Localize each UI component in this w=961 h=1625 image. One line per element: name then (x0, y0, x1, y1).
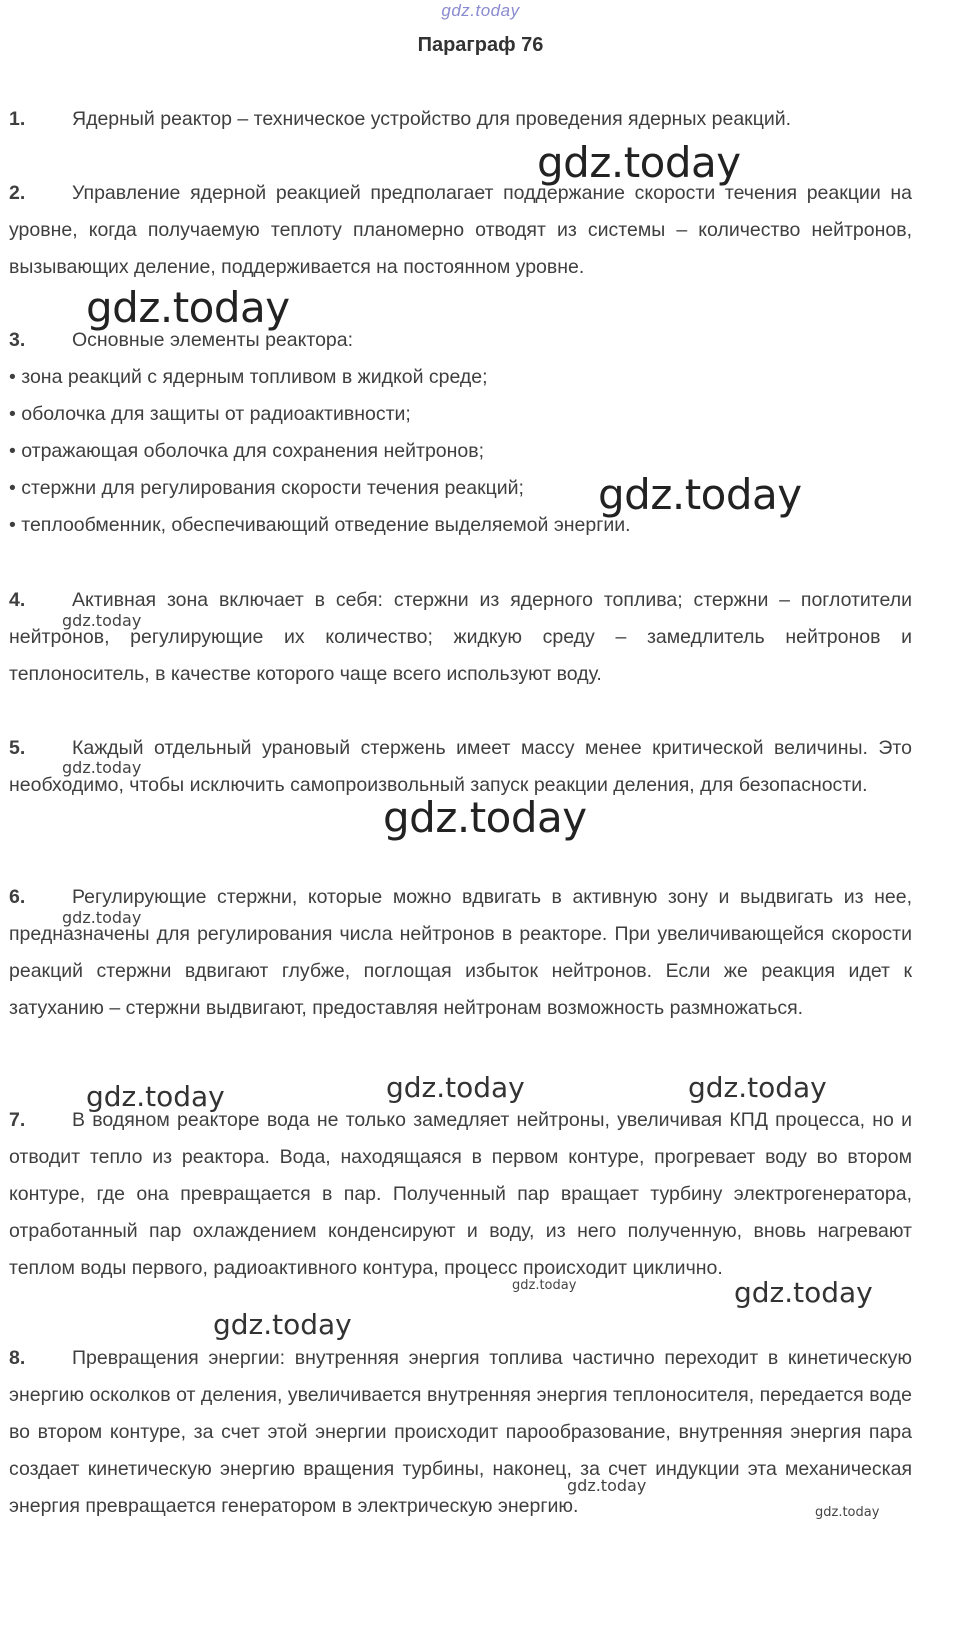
paragraph-8 (9, 1340, 912, 1525)
watermark: gdz.today (383, 793, 587, 842)
paragraph-number: 1. (9, 108, 26, 130)
paragraph-text: Каждый отдельный урановый стержень имеет массу менее критической величины. Это необходимо, чтобы исключить самопроизвольный запуск реакции деления, для безопасности. (9, 737, 912, 796)
page-title: Параграф 76 (417, 34, 544, 56)
paragraph-4 (9, 582, 912, 693)
paragraph-number: 4. (9, 589, 26, 611)
watermark: gdz.today (815, 1505, 880, 1520)
paragraph-6 (9, 879, 912, 1027)
paragraph-text: Регулирующие стержни, которые можно вдвигать в активную зону и выдвигать из нее, предназначены для регулирования числа нейтронов в реакторе. При увеличивающейся скорости реакций стержни вдвигают глубже, поглощая избыток нейтронов. Если же реакция идет к затуханию – стержни выдвигают, предоставляя нейтронам возможность размножаться. (9, 886, 912, 1019)
paragraph-number: 3. (9, 329, 26, 351)
paragraph-text: Превращения энергии: внутренняя энергия топлива частично переходит в кинетическую энергию осколков от деления, увеличивается внутренняя энергия теплоносителя, передается воде во втором контуре, за счет этой энергии происходит парообразование, внутренняя энергия пара создает кинетическую энергию вращения турбины, наконец, за счет индукции эта механическая энергия превращается генератором в электрическую энергию. (9, 1347, 912, 1517)
paragraph-number: 6. (9, 886, 26, 908)
watermark: gdz.today (598, 470, 802, 519)
watermark: gdz.today (386, 1071, 525, 1104)
paragraph-text: Основные элементы реактора: (72, 329, 354, 351)
watermark: gdz.today (62, 908, 142, 927)
watermark: gdz.today (734, 1276, 873, 1309)
paragraph-number: 8. (9, 1347, 26, 1369)
paragraph-2 (9, 175, 912, 286)
list-item: • стержни для регулирования скорости течения реакций; (9, 477, 524, 499)
list-item: • теплообменник, обеспечивающий отведение выделяемой энергии. (9, 514, 631, 536)
watermark: gdz.today (688, 1071, 827, 1104)
paragraph-text: Управление ядерной реакцией предполагает поддержание скорости течения реакции на уровне, когда получаемую теплоту планомерно отводят из системы – количество нейтронов, вызывающих деление, поддерживается на постоянном уровне. (9, 182, 912, 278)
paragraph-number: 7. (9, 1109, 26, 1131)
list-item: • отражающая оболочка для сохранения нейтронов; (9, 440, 485, 462)
top-watermark: gdz.today (441, 1, 520, 20)
paragraph-number: 2. (9, 182, 26, 204)
watermark: gdz.today (567, 1476, 647, 1495)
watermark: gdz.today (213, 1308, 352, 1341)
watermark: gdz.today (62, 611, 142, 630)
watermark: gdz.today (537, 138, 741, 187)
paragraph-number: 5. (9, 737, 26, 759)
watermark: gdz.today (86, 1080, 225, 1113)
paragraph-text: Активная зона включает в себя: стержни из ядерного топлива; стержни – поглотители нейтронов, регулирующие их количество; жидкую среду – замедлитель нейтронов и теплоноситель, в качестве которого чаще всего используют воду. (9, 589, 912, 685)
watermark: gdz.today (62, 758, 142, 777)
paragraph-text: Ядерный реактор – техническое устройство для проведения ядерных реакций. (72, 108, 792, 130)
list-item: • оболочка для защиты от радиоактивности; (9, 403, 411, 425)
watermark: gdz.today (86, 283, 290, 332)
paragraph-text: В водяном реакторе вода не только замедляет нейтроны, увеличивая КПД процесса, но и отводит тепло из реактора. Вода, находящаяся в первом контуре, прогревает воду во втором контуре, где она превращается в пар. Полученный пар вращает турбину электрогенератора, отработанный пар охлаждением конденсируют и воду, из него полученную, вновь нагревают теплом воды первого, радиоактивного контура, процесс происходит циклично. (9, 1109, 912, 1279)
list-item: • зона реакций с ядерным топливом в жидкой среде; (9, 366, 488, 388)
watermark: gdz.today (512, 1278, 577, 1293)
paragraph-1 (9, 101, 912, 138)
paragraph-7 (9, 1102, 912, 1287)
